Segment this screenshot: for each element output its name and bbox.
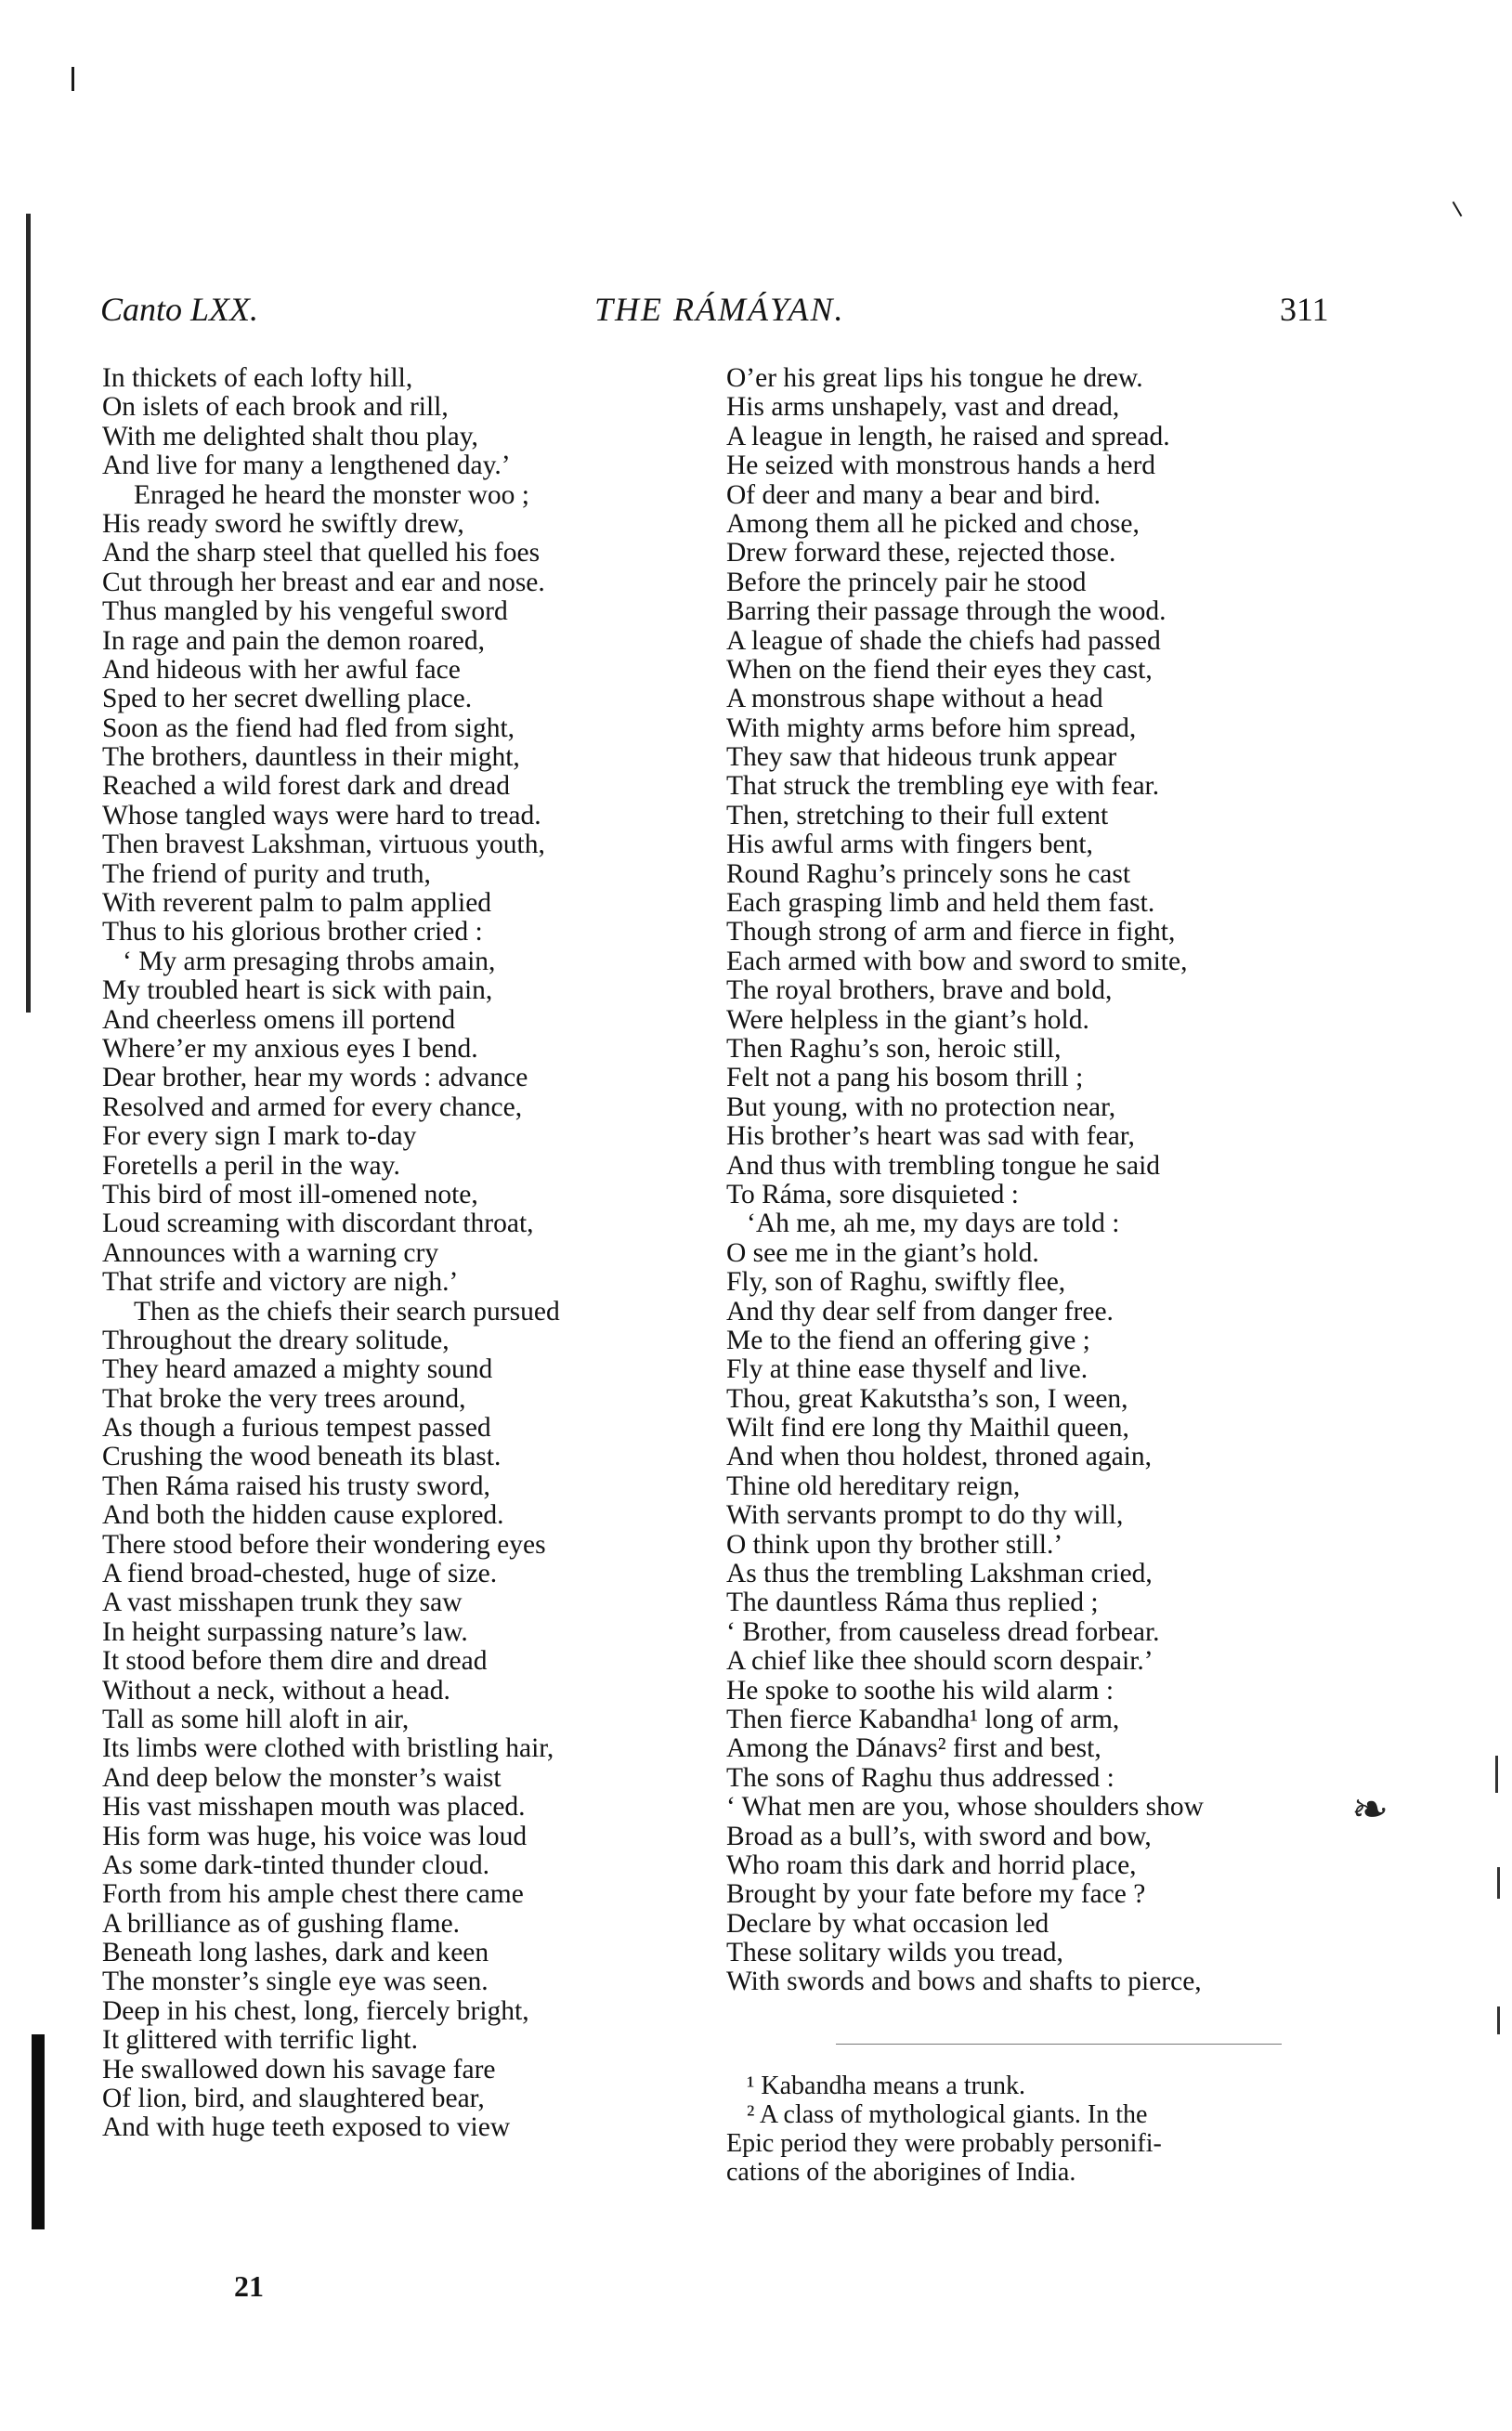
scan-mark-right: [1453, 202, 1463, 217]
verse-line: Cut through her breast and ear and nose.: [102, 567, 545, 597]
verse-line: And both the hidden cause explored.: [102, 1500, 504, 1531]
verse-line: Then, stretching to their full extent: [726, 800, 1109, 830]
verse-line: A vast misshapen trunk they saw: [102, 1588, 463, 1618]
verse-line: Declare by what occasion led: [726, 1908, 1049, 1939]
verse-line: His brother’s heart was sad with fear,: [726, 1121, 1135, 1152]
verse-line: Beneath long lashes, dark and keen: [102, 1938, 489, 1968]
verse-line: Enraged he heard the monster woo ;: [134, 479, 529, 510]
verse-line: ‘Ah me, ah me, my days are told :: [747, 1209, 1120, 1239]
verse-line: Soon as the fiend had fled from sight,: [102, 712, 515, 743]
verse-line: Wilt find ere long thy Maithil queen,: [726, 1413, 1129, 1444]
verse-line: Crushing the wood beneath its blast.: [102, 1442, 502, 1472]
verse-line: Brought by your fate before my face ?: [726, 1879, 1146, 1910]
verse-line: To Ráma, sore disquieted :: [726, 1179, 1019, 1209]
verse-line: The royal brothers, brave and bold,: [726, 975, 1113, 1006]
verse-line: Resolved and armed for every chance,: [102, 1091, 523, 1122]
left-verse-column: [102, 364, 706, 2143]
running-title: THE RÁMÁYAN.: [594, 291, 845, 328]
verse-line: As some dark-tinted thunder cloud.: [102, 1849, 490, 1880]
verse-line: And thus with trembling tongue he said: [726, 1150, 1161, 1181]
verse-line: Broad as a bull’s, with sword and bow,: [726, 1821, 1152, 1851]
verse-line: With swords and bows and shafts to pierce,: [726, 1967, 1202, 1997]
verse-line: When on the fiend their eyes they cast,: [726, 654, 1153, 685]
verse-line: There stood before their wondering eyes: [102, 1529, 546, 1560]
verse-line: Thou, great Kakutstha’s son, I ween,: [726, 1383, 1128, 1414]
verse-line: Among the Dánavs² first and best,: [726, 1733, 1101, 1764]
verse-line: Round Raghu’s princely sons he cast: [726, 858, 1131, 889]
verse-line: Without a neck, without a head.: [102, 1675, 450, 1706]
verse-line: And with huge teeth exposed to view: [102, 2112, 511, 2143]
verse-line: Who roam this dark and horrid place,: [726, 1849, 1137, 1880]
verse-line: Thus mangled by his vengeful sword: [102, 596, 508, 627]
verse-line: ‘ My arm presaging throbs amain,: [123, 946, 496, 976]
verse-line: Thine old hereditary reign,: [726, 1470, 1021, 1501]
verse-line: Then as the chiefs their search pursued: [134, 1296, 560, 1327]
footnote-rule: [836, 2044, 1282, 2045]
verse-line: Thus to his glorious brother cried :: [102, 917, 483, 948]
verse-line: Reached a wild forest dark and dread: [102, 771, 511, 802]
verse-line: Tall as some hill aloft in air,: [102, 1704, 410, 1734]
verse-line: They saw that hideous trunk appear: [726, 742, 1117, 773]
verse-line: With mighty arms before him spread,: [726, 712, 1137, 743]
verse-line: A monstrous shape without a head: [726, 684, 1103, 714]
verse-line: The brothers, dauntless in their might,: [102, 742, 520, 773]
verse-line: In height surpassing nature’s law.: [102, 1616, 468, 1647]
verse-line: That struck the trembling eye with fear.: [726, 771, 1160, 802]
verse-line: A brilliance as of gushing flame.: [102, 1908, 461, 1939]
verse-line: The monster’s single eye was seen.: [102, 1967, 489, 1997]
scan-edge-line: [26, 214, 31, 1013]
verse-line: His form was huge, his voice was loud: [102, 1821, 528, 1851]
verse-line: With reverent palm to palm applied: [102, 888, 492, 919]
verse-line: Fly at thine ease thyself and live.: [726, 1354, 1088, 1385]
verse-line: Deep in his chest, long, fiercely bright,: [102, 1995, 529, 2026]
verse-line: The dauntless Ráma thus replied ;: [726, 1588, 1099, 1618]
verse-line: A league in length, he raised and spread.: [726, 421, 1170, 451]
verse-line: It glittered with terrific light.: [102, 2025, 418, 2056]
verse-line: Were helpless in the giant’s hold.: [726, 1004, 1089, 1035]
printer-signature: 21: [234, 2269, 264, 2303]
page-number: 311: [1280, 291, 1329, 328]
verse-line: With servants prompt to do thy will,: [726, 1500, 1124, 1531]
verse-line: Me to the fiend an offering give ;: [726, 1325, 1090, 1355]
verse-line: The friend of purity and truth,: [102, 858, 431, 889]
verse-line: That broke the very trees around,: [102, 1383, 466, 1414]
scan-stray-mark: [1495, 1756, 1498, 1793]
ink-blot-glyph: ❧: [1351, 1785, 1389, 1835]
footnote-line: ¹ Kabandha means a trunk.: [747, 2072, 1025, 2100]
verse-line: In thickets of each lofty hill,: [102, 363, 413, 393]
verse-line: As thus the trembling Lakshman cried,: [726, 1559, 1153, 1589]
verse-line: Then Raghu’s son, heroic still,: [726, 1033, 1062, 1064]
verse-line: Loud screaming with discordant throat,: [102, 1209, 534, 1239]
verse-line: And thy dear self from danger free.: [726, 1296, 1114, 1327]
verse-line: Throughout the dreary solitude,: [102, 1325, 450, 1355]
verse-line: Before the princely pair he stood: [726, 567, 1087, 597]
verse-line: And cheerless omens ill portend: [102, 1004, 456, 1035]
right-verse-column: [726, 364, 1339, 1997]
verse-line: It stood before them dire and dread: [102, 1646, 488, 1677]
verse-line: Forth from his ample chest there came: [102, 1879, 524, 1910]
verse-line: Drew forward these, rejected those.: [726, 538, 1116, 569]
verse-line: He swallowed down his savage fare: [102, 2054, 496, 2085]
verse-line: Though strong of arm and fierce in fight,: [726, 917, 1176, 948]
verse-line: A league of shade the chiefs had passed: [726, 625, 1161, 656]
verse-line: On islets of each brook and rill,: [102, 392, 449, 423]
verse-line: Each grasping limb and held them fast.: [726, 888, 1155, 919]
verse-line: Of deer and many a bear and bird.: [726, 479, 1101, 510]
verse-line: Among them all he picked and chose,: [726, 508, 1140, 539]
verse-line: They heard amazed a mighty sound: [102, 1354, 493, 1385]
verse-line: Where’er my anxious eyes I bend.: [102, 1033, 478, 1064]
verse-line: My troubled heart is sick with pain,: [102, 975, 493, 1006]
verse-line: Foretells a peril in the way.: [102, 1150, 400, 1181]
verse-line: As though a furious tempest passed: [102, 1413, 491, 1444]
footnote-line: cations of the aborigines of India.: [726, 2158, 1076, 2187]
footnote-line: ² A class of mythological giants. In the: [747, 2100, 1148, 2129]
verse-line: And hideous with her awful face: [102, 654, 461, 685]
verse-line: And the sharp steel that quelled his foes: [102, 538, 541, 569]
verse-line: A chief like thee should scorn despair.’: [726, 1646, 1154, 1677]
verse-line: This bird of most ill-omened note,: [102, 1179, 478, 1209]
scan-edge-bar: [32, 2034, 45, 2229]
verse-line: Felt not a pang his bosom thrill ;: [726, 1063, 1084, 1093]
verse-line: Dear brother, hear my words : advance: [102, 1063, 528, 1093]
verse-line: For every sign I mark to-day: [102, 1121, 417, 1152]
verse-line: Then fierce Kabandha¹ long of arm,: [726, 1704, 1120, 1734]
verse-line: Fly, son of Raghu, swiftly flee,: [726, 1267, 1066, 1298]
verse-line: His vast misshapen mouth was placed.: [102, 1792, 526, 1823]
verse-line: His awful arms with fingers bent,: [726, 830, 1093, 860]
verse-line: And when thou holdest, throned again,: [726, 1442, 1152, 1472]
verse-line: Whose tangled ways were hard to tread.: [102, 800, 541, 830]
verse-line: And live for many a lengthened day.’: [102, 451, 511, 481]
verse-line: With me delighted shalt thou play,: [102, 421, 478, 451]
footnote-line: Epic period they were probably personifi-: [726, 2129, 1162, 2158]
canto-label: Canto LXX.: [100, 291, 259, 328]
verse-line: O think upon thy brother still.’: [726, 1529, 1063, 1560]
verse-line: He seized with monstrous hands a herd: [726, 451, 1156, 481]
scan-stray-mark: [1497, 2006, 1500, 2034]
verse-line: And deep below the monster’s waist: [102, 1762, 502, 1793]
verse-line: Announces with a warning cry: [102, 1237, 439, 1268]
verse-line: These solitary wilds you tread,: [726, 1938, 1063, 1968]
verse-line: His ready sword he swiftly drew,: [102, 508, 464, 539]
verse-line: Barring their passage through the wood.: [726, 596, 1167, 627]
verse-line: But young, with no protection near,: [726, 1091, 1116, 1122]
verse-line: Of lion, bird, and slaughtered bear,: [102, 2084, 485, 2114]
scan-mark-top: [72, 67, 74, 91]
verse-line: Its limbs were clothed with bristling hair,: [102, 1733, 554, 1764]
footnotes: [726, 2072, 1330, 2187]
verse-line: His arms unshapely, vast and dread,: [726, 392, 1120, 423]
verse-line: Each armed with bow and sword to smite,: [726, 946, 1188, 976]
verse-line: A fiend broad-chested, huge of size.: [102, 1559, 498, 1589]
verse-line: O’er his great lips his tongue he drew.: [726, 363, 1143, 393]
verse-line: In rage and pain the demon roared,: [102, 625, 486, 656]
verse-line: That strife and victory are nigh.’: [102, 1267, 459, 1298]
verse-line: Then Ráma raised his trusty sword,: [102, 1470, 490, 1501]
verse-line: Then bravest Lakshman, virtuous youth,: [102, 830, 545, 860]
verse-line: O see me in the giant’s hold.: [726, 1237, 1039, 1268]
scan-stray-mark: [1497, 1867, 1500, 1899]
verse-line: Sped to her secret dwelling place.: [102, 684, 473, 714]
verse-line: ‘ Brother, from causeless dread forbear.: [726, 1616, 1160, 1647]
verse-line: The sons of Raghu thus addressed :: [726, 1762, 1114, 1793]
verse-line: He spoke to soothe his wild alarm :: [726, 1675, 1114, 1706]
verse-line: ‘ What men are you, whose shoulders show: [726, 1792, 1204, 1823]
